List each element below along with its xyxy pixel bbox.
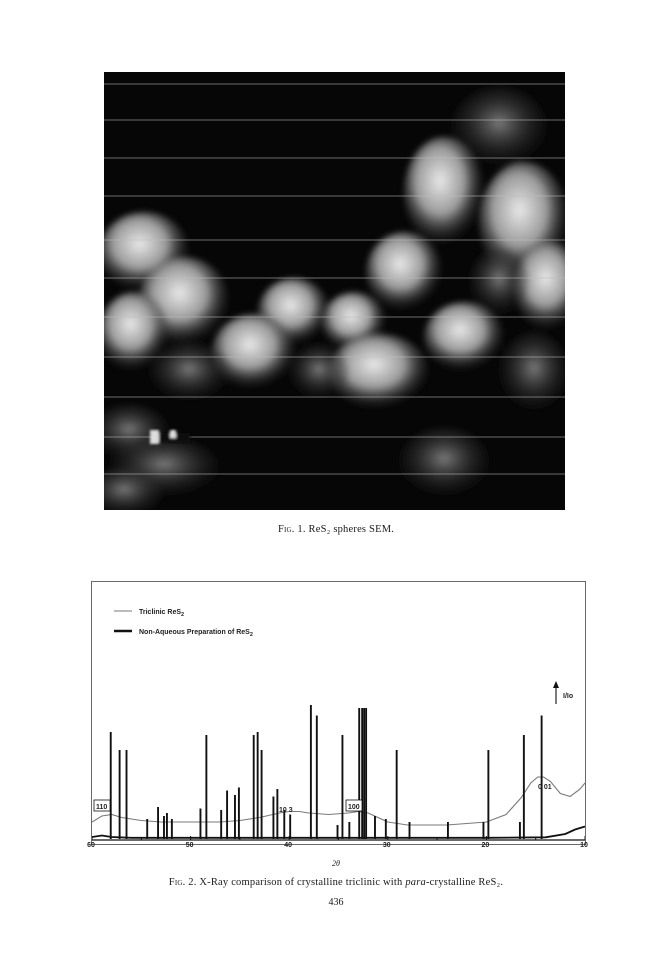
tick-label-60: 60: [87, 842, 95, 849]
x-axis-ticks: [87, 842, 588, 856]
figure-2-caption: Fig. 2. X-Ray comparison of crystalline triclinic with para-crystalline ReS₂.: [168, 877, 504, 888]
figure-1-caption: Fig. 1. ReS₂ spheres SEM.: [277, 524, 395, 535]
intensity-arrow: [553, 681, 573, 704]
annotation-110: 110: [96, 804, 108, 811]
y-axis-label: I/Io: [563, 693, 574, 700]
tick-label-50: 50: [185, 842, 194, 849]
legend-label-triclinic: Triclinic ReS$_2$: [139, 609, 185, 618]
peak-annotations: [94, 784, 552, 814]
x-axis-title: 2θ: [332, 859, 340, 868]
annotation-103: 10 3: [279, 807, 293, 814]
tick-label-10: 10: [580, 842, 588, 849]
legend-label-non-aqueous: Non-Aqueous Preparation of ReS$_2$: [139, 629, 253, 638]
annotation-100: 100: [348, 804, 360, 811]
sem-micrograph: [104, 72, 565, 510]
chart-legend: [114, 609, 253, 638]
page-number: 436: [328, 897, 344, 908]
tick-label-30: 30: [382, 842, 391, 849]
tick-label-20: 20: [481, 842, 490, 849]
xrd-chart: [91, 581, 586, 845]
series-line-non-aqueous: [92, 827, 585, 838]
annotation-001: 0 01: [538, 784, 552, 791]
tick-label-40: 40: [284, 842, 293, 849]
series-line-triclinic: [92, 777, 585, 825]
